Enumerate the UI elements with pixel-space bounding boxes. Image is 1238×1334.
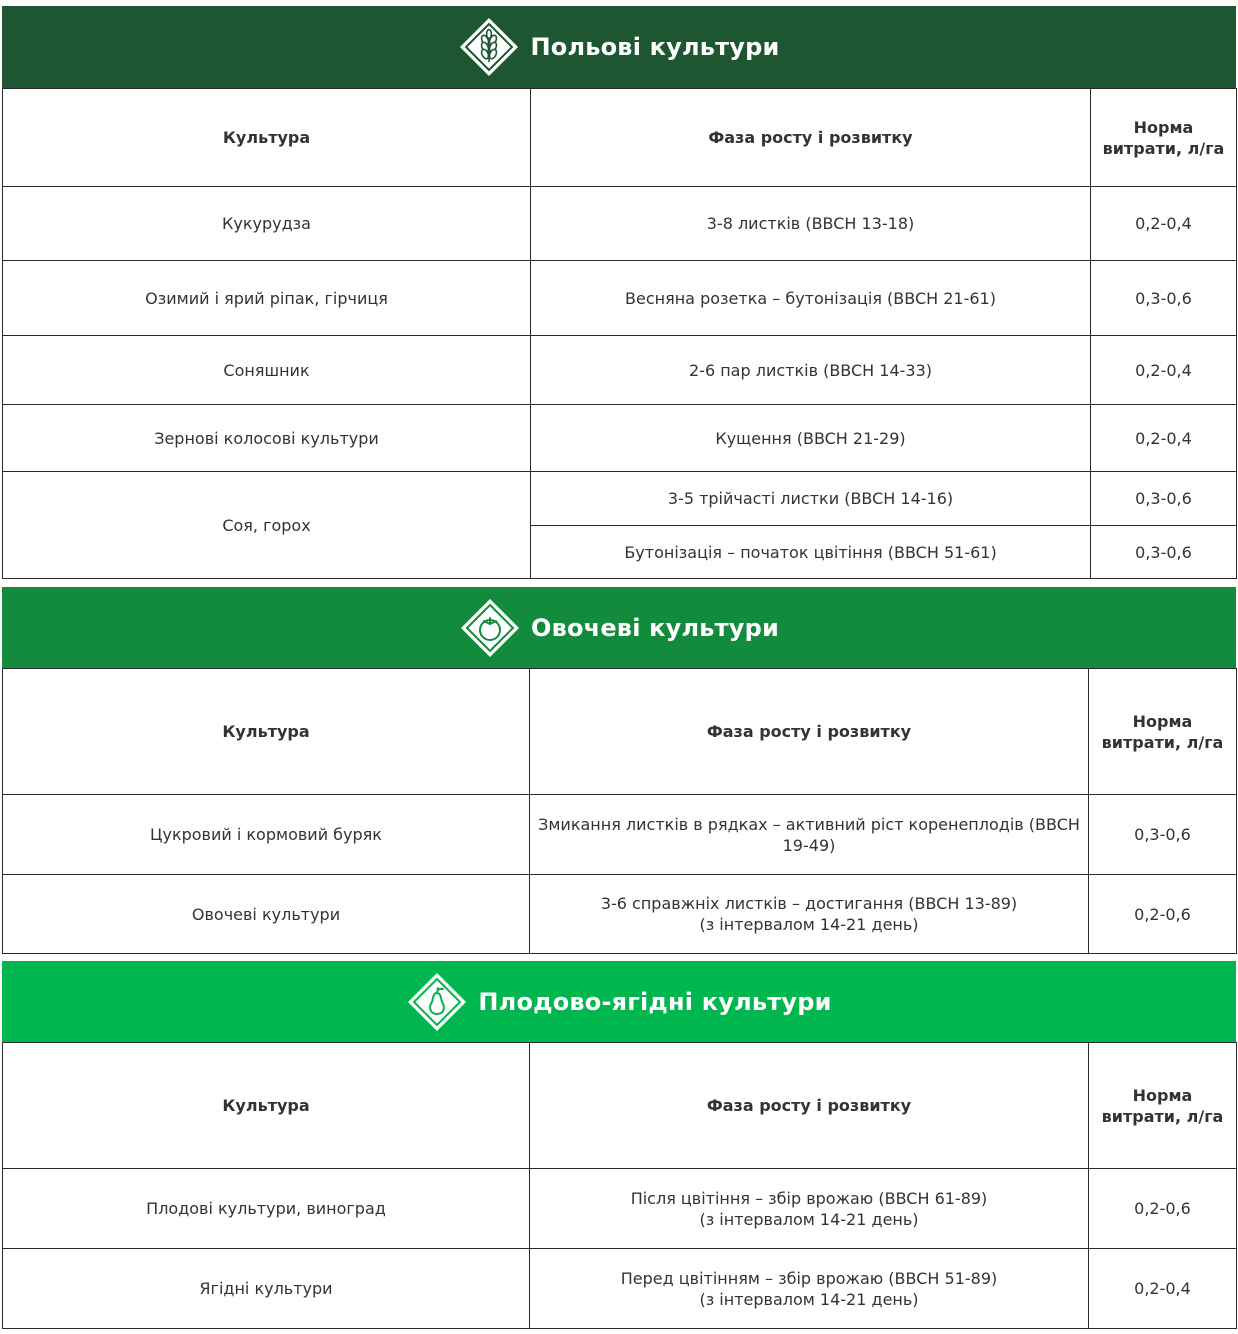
cell-rate: 0,2-0,4 — [1091, 187, 1237, 261]
table-row — [3, 795, 1237, 875]
header-crop: Культура — [3, 669, 530, 795]
header-phase: Фаза росту і розвитку — [530, 669, 1089, 795]
cell-crop: Соняшник — [3, 336, 531, 405]
table-row — [3, 472, 1237, 526]
table-row — [3, 187, 1237, 261]
field-crops-table — [2, 88, 1237, 579]
cell-crop: Овочеві культури — [3, 875, 530, 954]
cell-crop: Кукурудза — [3, 187, 531, 261]
header-rate: Норма витрати, л/га — [1091, 89, 1237, 187]
cell-rate: 0,2-0,4 — [1089, 1249, 1237, 1329]
pear-icon — [406, 971, 468, 1033]
section-field-crops — [2, 6, 1236, 579]
section-title: Овочеві культури — [530, 613, 780, 642]
table-row — [3, 336, 1237, 405]
cell-rate: 0,3-0,6 — [1091, 526, 1237, 579]
phase-interval-note: (з інтервалом 14-21 день) — [699, 915, 919, 934]
cell-rate: 0,2-0,6 — [1089, 875, 1237, 954]
section-title: Плодово-ягідні культури — [478, 987, 832, 1016]
cell-crop: Соя, горох — [3, 472, 531, 579]
cell-rate: 0,3-0,6 — [1089, 795, 1237, 875]
table-row — [3, 875, 1237, 954]
phase-text: 3-6 справжніх листків – достигання (BBCH 13-89) — [600, 894, 1018, 913]
cell-phase: Весняна розетка – бутонізація (BBCH 21-61) — [531, 261, 1091, 336]
section-fruit-berry-crops — [2, 961, 1236, 1329]
cell-rate: 0,3-0,6 — [1091, 261, 1237, 336]
cell-crop: Озимий і ярий ріпак, гірчиця — [3, 261, 531, 336]
cell-rate: 0,2-0,6 — [1089, 1169, 1237, 1249]
table-row — [3, 405, 1237, 472]
table-row — [3, 1249, 1237, 1329]
phase-text: Перед цвітінням – збір врожаю (BBCH 51-89) — [620, 1268, 998, 1288]
wheat-icon — [458, 16, 520, 78]
header-crop: Культура — [3, 89, 531, 187]
cell-rate: 0,2-0,4 — [1091, 336, 1237, 405]
section-title: Польові культури — [530, 33, 780, 61]
header-crop: Культура — [3, 1043, 530, 1169]
section-banner — [2, 961, 1236, 1042]
cell-crop: Зернові колосові культури — [3, 405, 531, 472]
phase-interval-note: (з інтервалом 14-21 день) — [699, 1209, 919, 1229]
cell-phase: Кущення (BBCH 21-29) — [531, 405, 1091, 472]
section-banner — [2, 587, 1236, 668]
header-phase: Фаза росту і розвитку — [530, 1043, 1089, 1169]
cell-phase: Змикання листків в рядках – активний ріст коренеплодів (BBCH 19-49) — [530, 795, 1089, 875]
cell-phase — [530, 1249, 1089, 1329]
cell-rate: 0,3-0,6 — [1091, 472, 1237, 526]
cell-phase — [530, 1169, 1089, 1249]
table-header-row — [3, 89, 1237, 187]
table-header-row — [3, 669, 1237, 795]
cell-crop: Цукровий і кормовий буряк — [3, 795, 530, 875]
tomato-icon — [459, 597, 521, 659]
phase-text: Після цвітіння – збір врожаю (BBCH 61-89) — [630, 1188, 988, 1208]
cell-phase — [530, 875, 1089, 954]
vegetable-crops-table — [2, 668, 1237, 954]
header-rate: Норма витрати, л/га — [1089, 1043, 1237, 1169]
section-banner — [2, 6, 1236, 88]
cell-crop: Ягідні культури — [3, 1249, 530, 1329]
section-vegetable-crops — [2, 587, 1236, 953]
table-row — [3, 1169, 1237, 1249]
cell-phase: 2-6 пар листків (BBCH 14-33) — [531, 336, 1091, 405]
table-row — [3, 261, 1237, 336]
cell-crop: Плодові культури, виноград — [3, 1169, 530, 1249]
cell-phase: 3-8 листків (BBCH 13-18) — [531, 187, 1091, 261]
cell-phase: Бутонізація – початок цвітіння (BBCH 51-61) — [531, 526, 1091, 579]
phase-interval-note: (з інтервалом 14-21 день) — [699, 1289, 919, 1309]
table-header-row — [3, 1043, 1237, 1169]
cell-rate: 0,2-0,4 — [1091, 405, 1237, 472]
fruit-berry-crops-table — [2, 1042, 1237, 1329]
header-phase: Фаза росту і розвитку — [531, 89, 1091, 187]
cell-phase: 3-5 трійчасті листки (BBCH 14-16) — [531, 472, 1091, 526]
header-rate: Норма витрати, л/га — [1089, 669, 1237, 795]
